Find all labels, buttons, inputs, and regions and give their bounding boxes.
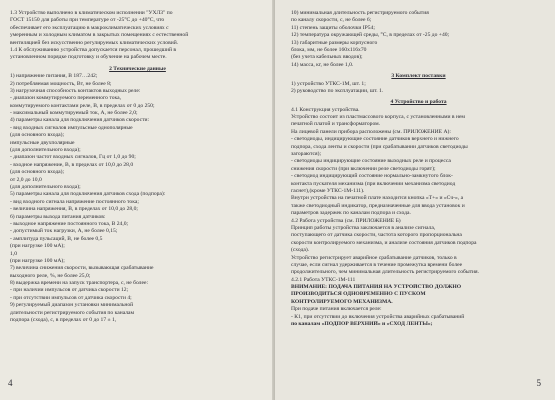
text-line: 6) параметры выхода питания датчиков: (10, 213, 106, 220)
text-line: вентиляцией без искусственно регулируемых климатических условий. (10, 39, 179, 46)
text-line: 1.3 Устройство выполнено в климатическом исполнении "УХЛ3" по (10, 10, 173, 16)
left-page (0, 0, 275, 400)
text-line: Внутри устройства на печатной плате находится кнопка «Т+» и «Сч-», а (291, 195, 464, 202)
text-line: длительности регистрируемого события по каналам (10, 309, 135, 316)
text-line: 4) параметры канала для подключения датчиков скорости: (10, 117, 150, 124)
text-line: подпора (схода), с, в пределах от 0 до 17 ± 1, (10, 317, 117, 324)
text-line: На лицевой панели прибора расположены (см. ПРИЛОЖЕНИЕ А): (291, 128, 451, 135)
text-line: Принцип работы устройства заключается в анализе сигнала, (291, 224, 436, 231)
text-line: 4.2.1 Работа УТКС-1М-111 (291, 276, 356, 283)
text-line: (при нагрузке 100 мА); (10, 257, 65, 264)
text-line: по каналу скорости, с, не более 6; (291, 17, 372, 24)
text-line: загораются); (291, 151, 322, 158)
text-line: 1,0 (10, 250, 17, 257)
text-line: печатной платой и трансформатором. (291, 121, 381, 128)
text-line: импульсные двухполярные (10, 139, 75, 146)
text-line: (при нагрузке 100 мА); (10, 243, 65, 250)
text-line: (для дополнительного входа); (10, 147, 81, 154)
text-line: 4.1 Конструкция устройства. (291, 106, 360, 113)
text-line: Устройство состоит из пластмассового корпуса, с установленными в нем (291, 114, 465, 121)
text-line: - максимальный коммутируемый ток, А, не более 2,0; (10, 110, 138, 117)
text-line: - выходное напряжение постоянного тока, В 24,0; (10, 220, 129, 227)
text-line: 14) масса, кг, не более 1,0. (291, 61, 354, 68)
text-line: 9) регулируемый диапазон установки минимальной (10, 302, 134, 309)
text-line: - допустимый ток нагрузки, А, не более 0,15; (10, 228, 118, 235)
left-page-text (10, 10, 265, 324)
text-line: - светодиоды индицирующие состояние выходных реле и процесса (291, 158, 451, 165)
page-number: 4 (8, 378, 13, 388)
section-heading: 3 Комплект поставки (391, 73, 446, 80)
text-line: При подаче питания включается реле: (291, 306, 382, 313)
text-line: 5) параметры канала для подключения датчиков схода (подпора): (10, 191, 166, 198)
text-line: 10) минимальная длительность регистрируемого события (291, 10, 429, 16)
text-line: - диапазон коммутируемого переменного тока, (10, 95, 121, 102)
text-line: - величина напряжения, В, в пределах от 10,0 до 28,0; (10, 206, 138, 213)
text-line: подпора, схода ленты и скорости (при срабатывании датчиков светодиоды (291, 143, 468, 150)
text-line: также светодиодный индикатор, предназначенные для ввода установок и (291, 202, 465, 209)
right-page-text (291, 10, 546, 328)
text-line: параметров задержек по каналам подпора и схода. (291, 210, 411, 217)
text-line: 13) габаритные размеры корпусного (291, 39, 378, 46)
text-line: продолжительного, чем минимальная длительность регистрируемого события. (291, 269, 480, 276)
text-line: (для дополнительного входа); (10, 183, 81, 190)
text-line: 12) температура окружающей среды, °С, в пределах от -25 до +40; (291, 32, 450, 39)
text-line: 3) нагрузочная способность контактов выходных реле: (10, 87, 141, 94)
text-line: скорости контролируемого механизма, и анализе состояния датчиков подпора (291, 239, 477, 246)
text-line: 7) величина снижения скорости, вызывающая срабатывание (10, 265, 154, 272)
text-line: - К1, при отсутствии до включения устройства аварийных срабатываний (291, 313, 465, 320)
text-line: - входное напряжение, В, в пределах от 10,0 до 28,0 (10, 161, 134, 168)
text-line: установленном порядке подготовку и обучение на рабочем месте. (10, 54, 167, 61)
text-line: - светодиоды, индицирующие состояние датчиков верхнего и нижнего (291, 136, 459, 143)
text-line: (без учета кабельных вводов); (291, 54, 363, 61)
text-line: - при отсутствии импульсов от датчика скорости 4; (10, 294, 132, 301)
warning-line: ПРОИЗВОДИТЬСЯ ОДНОВРЕМЕННО С ПУСКОМ (291, 291, 426, 298)
text-line: от 2,0 до 10,0 (10, 176, 42, 183)
text-line: 8) выдержка времени на запуск транспортера, с, не более: (10, 280, 148, 287)
text-line: 11) степень защиты оболочки IP54; (291, 24, 375, 31)
text-line: 1.4 К обслуживанию устройства допускается персонал, прошедший в (10, 46, 177, 53)
text-line: (для основного входа); (10, 132, 65, 139)
text-line: 2) руководство по эксплуатации, шт. 1. (291, 87, 384, 94)
text-line: умеренным и холодным климатом в закрытых помещениях с естественной (10, 32, 189, 39)
text-line: выходного реле, %, не более 25,0; (10, 272, 91, 279)
warning-line: КОНТРОЛИРУЕМОГО МЕХАНИЗМА. (291, 298, 393, 305)
text-line: 1) напряжение питания, В 187…242; (10, 73, 98, 80)
section-heading: 2 Технические данные (109, 65, 166, 72)
right-page (275, 0, 555, 400)
text-line: по каналам «ПОДПОР ВЕРХНИЙ» и «СХОД ЛЕНТЫ»; (291, 321, 433, 328)
text-line: поступающего от датчика скорости, частота которого пропорциональна (291, 232, 462, 239)
text-line: случае, если сигнал удерживается в течение промежутка времени более (291, 261, 463, 268)
text-line: 4.2 Работа устройства (см. ПРИЛОЖЕНИЕ Б) (291, 217, 401, 224)
text-line: (схода). (291, 247, 310, 254)
text-line: обеспечивает его эксплуатацию в макроклиматических условиях с (10, 24, 169, 31)
warning-line: ВНИМАНИЕ: ПОДАЧА ПИТАНИЯ НА УСТРОЙСТВО ДОЛЖНО (291, 284, 462, 291)
text-line: коммутируемого контактами реле, В, в пределах от 0 до 250; (10, 102, 155, 109)
text-line: - вид входного сигнала напряжение постоянного тока; (10, 198, 139, 205)
text-line: Устройство регистрирует аварийное срабатывание датчиков, только в (291, 254, 457, 261)
text-line: блока, мм, не более 160х116х70 (291, 46, 367, 53)
text-line: (для основного входа); (10, 169, 65, 176)
text-line: - диапазон частот входных сигналов, Гц от 1,0 до 90; (10, 154, 136, 161)
text-line: - при наличии импульсов от датчика скорости 12; (10, 287, 129, 294)
text-line: ГОСТ 15150 для работы при температуре от -25°С до +40°С, что (10, 17, 165, 24)
section-heading: 4 Устройство и работа (390, 99, 447, 106)
text-line: - вид входных сигналов импульсные однополярные (10, 124, 133, 131)
text-line: 1) устройство УТКС-1М, шт. 1; (291, 80, 366, 87)
text-line: - амплитуда пульсаций, В, не более 0,5 (10, 235, 103, 242)
text-line: гаснет),(кроме УТКС-1М-111). (291, 187, 365, 194)
page-number: 5 (536, 378, 541, 388)
text-line: 2) потребляемая мощность, Вт, не более 8; (10, 80, 112, 87)
text-line: - светодиод индицирующий состояние нормально-замкнутого блок- (291, 173, 453, 180)
text-line: контакта пускателя механизма (при включении механизма светодиод (291, 180, 456, 187)
text-line: снижения скорости (при включении реле светодиоды горят); (291, 165, 436, 172)
